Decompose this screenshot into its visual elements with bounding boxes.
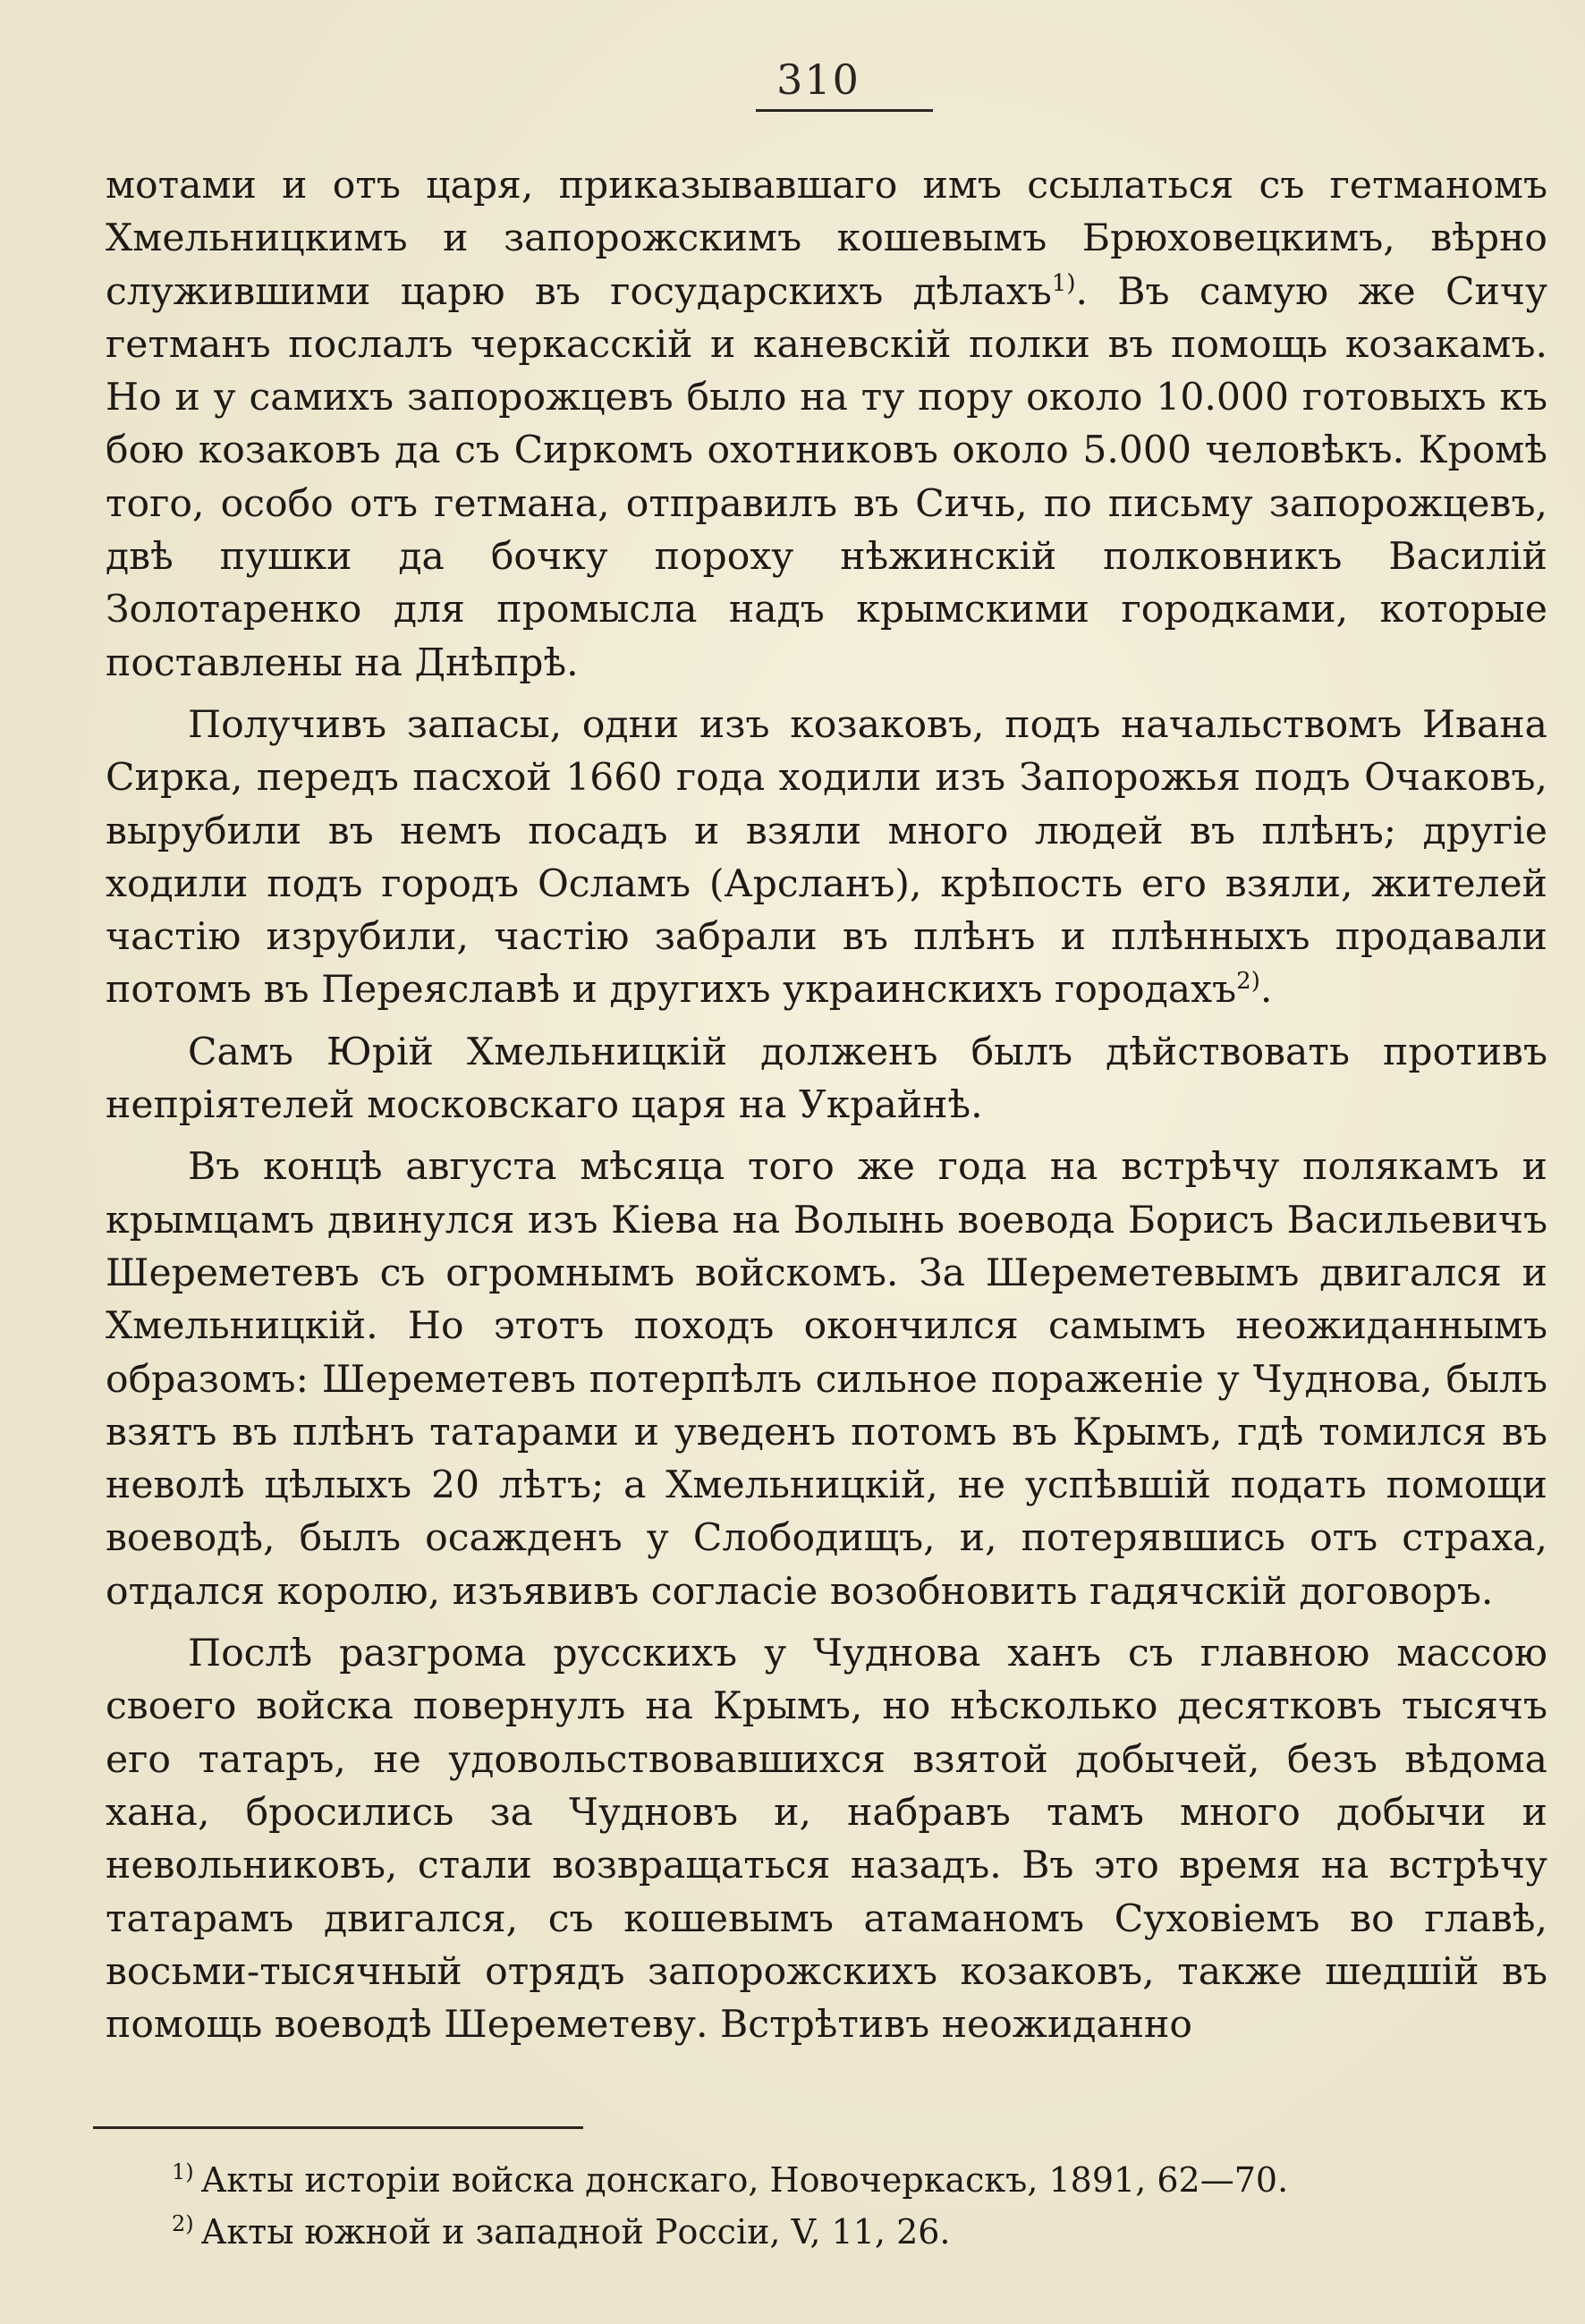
footnote-1 bbox=[172, 2154, 1469, 2206]
paragraph-2 bbox=[106, 699, 1547, 1017]
footnote-2-text: Акты южной и западной Россіи, V, 11, 26. bbox=[200, 2212, 951, 2252]
footnote-1-mark: 1) bbox=[172, 2159, 194, 2185]
footnote-2-mark: 2) bbox=[172, 2211, 194, 2237]
paragraph-2-text-a: Получивъ запасы, одни изъ козаковъ, подъ начальствомъ Ивана Сирка, передъ пасхой 1660 года ходили изъ Запорожья подъ Очаковъ, вырубили въ немъ посадъ и взяли много людей въ плѣнъ; другіе ходили подъ городъ Осламъ (Арсланъ), крѣпость его взяли, жителей частію изрубили, частію забрали въ плѣнъ и плѣнныхъ продавали потомъ въ Переяславѣ и другихъ украинскихъ городахъ bbox=[106, 702, 1547, 1013]
paragraph-1-text-a: мотами и отъ царя, приказывавшаго имъ ссылаться съ гетманомъ Хмельницкимъ и запорожскимъ кошевымъ Брюховецкимъ, вѣрно служившими царю въ государскихъ дѣлахъ bbox=[106, 164, 1547, 314]
body-text bbox=[106, 159, 1547, 2051]
paragraph-2-text-b: . bbox=[1259, 968, 1273, 1013]
paragraph-1-text-b: . Въ самую же Сичу гетманъ послалъ черкасскій и каневскій полки въ помощь козакамъ. Но и у самихъ запорожцевъ было на ту пору около 10.000 готовыхъ къ бою козаковъ да съ Сиркомъ охотниковъ около 5.000 человѣкъ. Кромѣ того, особо отъ гетмана, отправилъ въ Сичь, по письму запорожцевъ, двѣ пушки да бочку пороху нѣжинскій полковникъ Василій Золотаренко для промысла надъ крымскими городками, которые поставлены на Днѣпрѣ. bbox=[106, 269, 1547, 685]
footnote-rule bbox=[93, 2126, 583, 2129]
page-number: 310 bbox=[776, 55, 860, 104]
paragraph-4: Въ концѣ августа мѣсяца того же года на встрѣчу полякамъ и крымцамъ двинулся изъ Кіева на Волынь воевода Борисъ Васильевичъ Шереметевъ съ огромнымъ войскомъ. За Шереметевымъ двигался и Хмельницкій. Но этотъ походъ окончился самымъ неожиданнымъ образомъ: Шереметевъ потерпѣлъ сильное пораженіе у Чуднова, былъ взятъ въ плѣнъ татарами и уведенъ потомъ въ Крымъ, гдѣ томился въ неволѣ цѣлыхъ 20 лѣтъ; а Хмельницкій, не успѣвшій подать помощи воеводѣ, былъ осажденъ у Слободищъ, и, потерявшись отъ страха, отдался королю, изъявивъ согласіе возобновить гадячскій договоръ. bbox=[106, 1145, 1547, 1614]
paragraph-3: Самъ Юрій Хмельницкій долженъ былъ дѣйствовать противъ непріятелей московскаго царя на Украйнѣ. bbox=[106, 1030, 1547, 1128]
footnote-2 bbox=[172, 2206, 1469, 2258]
footnote-ref-1: 1) bbox=[1051, 269, 1076, 297]
paragraph-1 bbox=[106, 159, 1547, 690]
footnotes bbox=[172, 2154, 1469, 2258]
paragraph-5: Послѣ разгрома русскихъ у Чуднова ханъ съ главною массою своего войска повернулъ на Крымъ, но нѣсколько десятковъ тысячъ его татаръ, не удовольствовавшихся взятой добычей, безъ вѣдома хана, бросились за Чудновъ и, набравъ тамъ много добычи и невольниковъ, стали возвращаться назадъ. Въ это время на встрѣчу татарамъ двигался, съ кошевымъ атаманомъ Суховіемъ во главѣ, восьми-тысячный отрядъ запорожскихъ козаковъ, также шедшій въ помощь воеводѣ Шереметеву. Встрѣтивъ неожиданно bbox=[106, 1632, 1547, 2048]
footnote-ref-2: 2) bbox=[1236, 968, 1260, 996]
page-number-rule bbox=[756, 109, 933, 112]
footnote-1-text: Акты исторіи войска донскаго, Новочеркаскъ, 1891, 62—70. bbox=[200, 2160, 1289, 2200]
